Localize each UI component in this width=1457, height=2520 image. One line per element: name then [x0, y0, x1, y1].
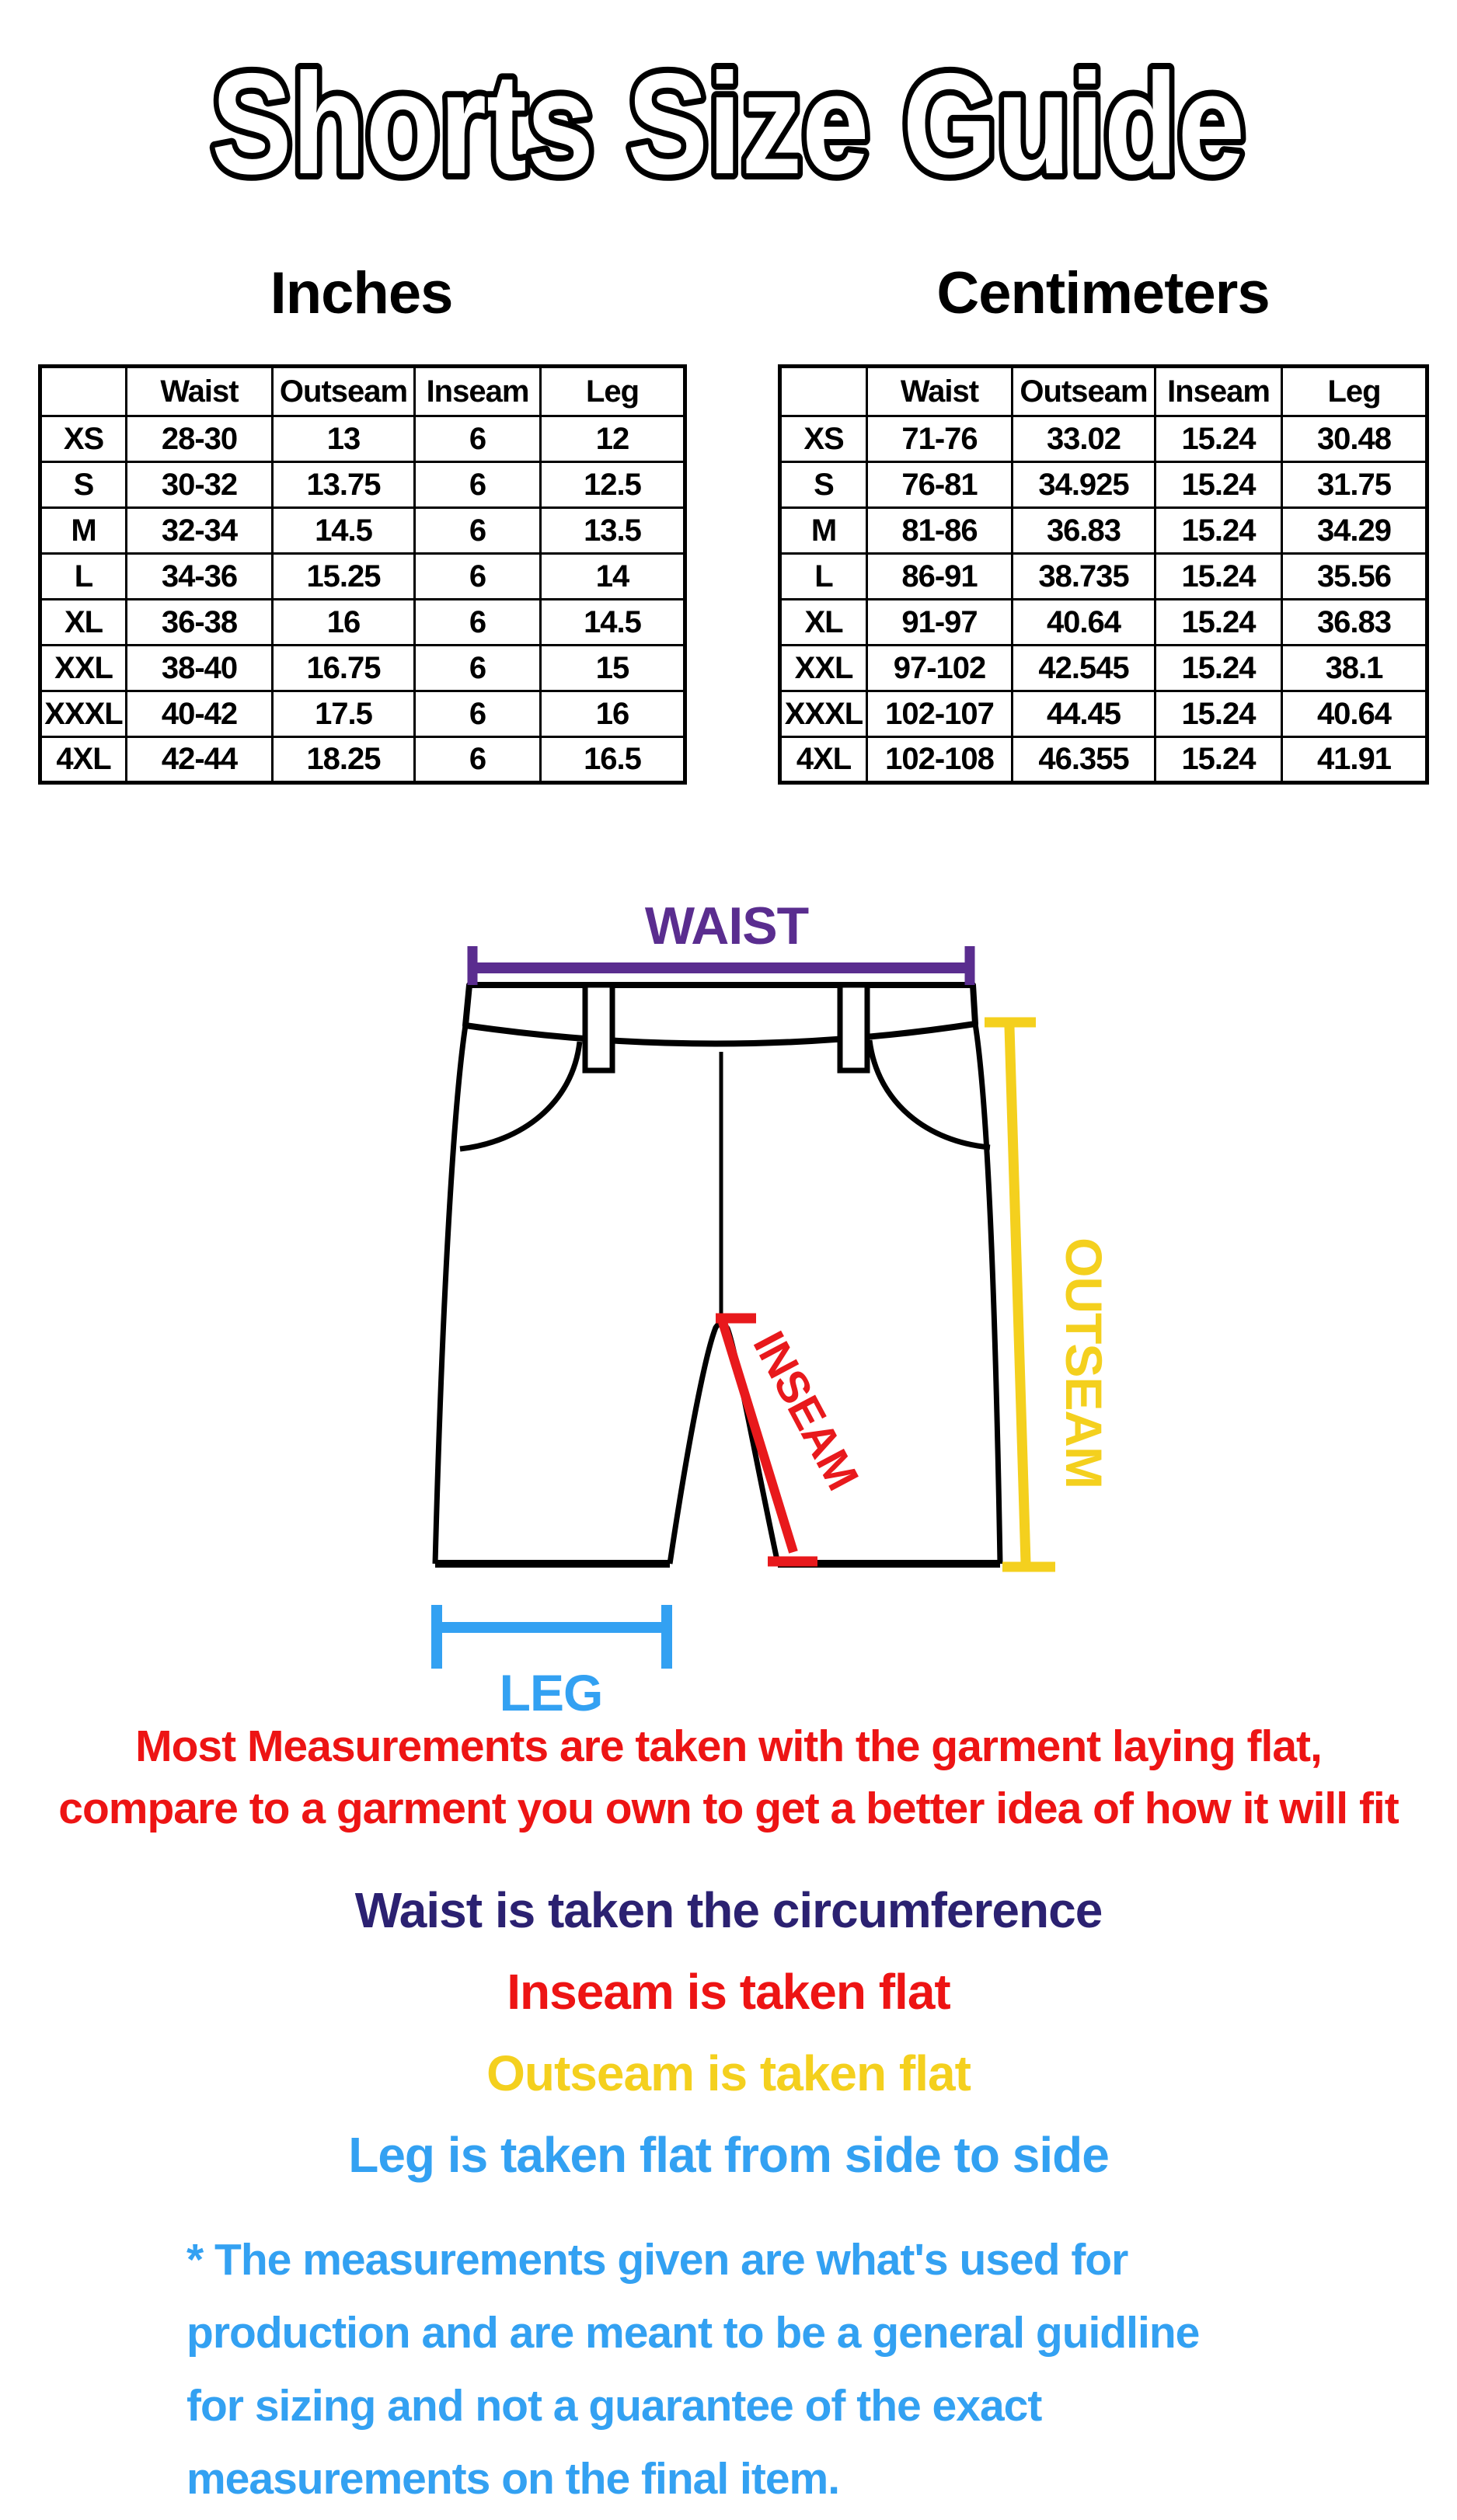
size-cell: 4XL [40, 737, 127, 783]
value-cell: 42.545 [1013, 646, 1155, 691]
value-cell: 38.735 [1013, 554, 1155, 600]
measurement-statement: Leg is taken flat from side to side [348, 2127, 1109, 2183]
size-cell: XXXL [780, 691, 867, 737]
flat-measurement-note [0, 1715, 1457, 1840]
shorts-right-pocket [870, 1040, 990, 1147]
size-cell: S [40, 462, 127, 508]
value-cell: 15.24 [1155, 462, 1282, 508]
value-cell: 14 [541, 554, 685, 600]
sizing-disclaimer [186, 2223, 1399, 2515]
size-cell: XL [40, 600, 127, 646]
value-cell: 34.925 [1013, 462, 1155, 508]
shorts-left-belt-loop [585, 985, 612, 1070]
text-line: Most Measurements are taken with the garment laying flat, [135, 1721, 1322, 1771]
value-cell: 15.24 [1155, 646, 1282, 691]
size-cell: M [40, 508, 127, 554]
measurement-statement: Waist is taken the circumference [354, 1882, 1103, 1938]
table-row [40, 416, 685, 462]
size-cell: M [780, 508, 867, 554]
size-cell: XL [780, 600, 867, 646]
value-cell: 32-34 [127, 508, 273, 554]
table-row [780, 691, 1427, 737]
table-row [40, 508, 685, 554]
value-cell: 15.24 [1155, 508, 1282, 554]
table-row [40, 554, 685, 600]
value-cell: 102-107 [867, 691, 1013, 737]
table-row [780, 737, 1427, 783]
waist-label: WAIST [644, 896, 809, 955]
value-cell: 40.64 [1282, 691, 1427, 737]
table-row [40, 691, 685, 737]
centimeters-table-heading: Centimeters [936, 260, 1270, 326]
value-cell: 40.64 [1013, 600, 1155, 646]
column-header: Outseam [1013, 367, 1155, 416]
value-cell: 13.5 [541, 508, 685, 554]
value-cell: 31.75 [1282, 462, 1427, 508]
inches-table-heading: Inches [270, 260, 453, 326]
value-cell: 28-30 [127, 416, 273, 462]
leg-label: LEG [499, 1664, 603, 1721]
size-cell: L [40, 554, 127, 600]
value-cell: 15.25 [273, 554, 415, 600]
shorts-waistband [465, 985, 975, 1044]
size-cell: 4XL [780, 737, 867, 783]
value-cell: 6 [415, 600, 541, 646]
centimeters-size-table [778, 364, 1429, 785]
value-cell: 16 [273, 600, 415, 646]
table-row [40, 646, 685, 691]
inches-size-table [38, 364, 687, 785]
shorts-left-pocket [460, 1042, 580, 1149]
size-cell: L [780, 554, 867, 600]
column-header: Inseam [1155, 367, 1282, 416]
column-header: Inseam [415, 367, 541, 416]
column-header: Leg [541, 367, 685, 416]
value-cell: 40-42 [127, 691, 273, 737]
value-cell: 15.24 [1155, 737, 1282, 783]
text-line: * The measurements given are what's used for [186, 2235, 1128, 2285]
value-cell: 15.24 [1155, 691, 1282, 737]
measurement-statement: Outseam is taken flat [486, 2045, 971, 2101]
value-cell: 36-38 [127, 600, 273, 646]
table-row [780, 462, 1427, 508]
table-row [780, 646, 1427, 691]
value-cell: 46.355 [1013, 737, 1155, 783]
table-row [40, 462, 685, 508]
value-cell: 14.5 [541, 600, 685, 646]
value-cell: 12 [541, 416, 685, 462]
outseam-measure-line [1009, 1027, 1026, 1563]
value-cell: 34.29 [1282, 508, 1427, 554]
value-cell: 15.24 [1155, 554, 1282, 600]
value-cell: 13.75 [273, 462, 415, 508]
measurement-statements [0, 1870, 1457, 2196]
value-cell: 16.5 [541, 737, 685, 783]
shorts-right-belt-loop [840, 985, 867, 1070]
size-cell: XXXL [40, 691, 127, 737]
size-cell: XXL [40, 646, 127, 691]
outseam-label: OUTSEAM [1055, 1237, 1113, 1488]
value-cell: 18.25 [273, 737, 415, 783]
text-line: production and are meant to be a general guidline [186, 2308, 1200, 2358]
value-cell: 71-76 [867, 416, 1013, 462]
value-cell: 15.24 [1155, 600, 1282, 646]
shorts-measurement-diagram [389, 870, 1150, 1740]
measurement-statement: Inseam is taken flat [507, 1964, 950, 2020]
value-cell: 86-91 [867, 554, 1013, 600]
value-cell: 30.48 [1282, 416, 1427, 462]
value-cell: 16.75 [273, 646, 415, 691]
value-cell: 13 [273, 416, 415, 462]
column-header: Outseam [273, 367, 415, 416]
value-cell: 6 [415, 737, 541, 783]
table-row [40, 600, 685, 646]
size-cell: XXL [780, 646, 867, 691]
column-header: Leg [1282, 367, 1427, 416]
value-cell: 97-102 [867, 646, 1013, 691]
page-title-graphic [0, 14, 1457, 208]
size-cell: XS [780, 416, 867, 462]
value-cell: 81-86 [867, 508, 1013, 554]
page-title: Shorts Size Guide [211, 44, 1245, 204]
size-cell: XS [40, 416, 127, 462]
table-row [780, 508, 1427, 554]
value-cell: 6 [415, 462, 541, 508]
text-line: compare to a garment you own to get a better idea of how it will fit [58, 1784, 1399, 1833]
value-cell: 36.83 [1013, 508, 1155, 554]
value-cell: 6 [415, 416, 541, 462]
table-row [780, 416, 1427, 462]
value-cell: 36.83 [1282, 600, 1427, 646]
value-cell: 38-40 [127, 646, 273, 691]
value-cell: 6 [415, 691, 541, 737]
value-cell: 91-97 [867, 600, 1013, 646]
inseam-label: INSEAM [743, 1323, 868, 1498]
value-cell: 6 [415, 554, 541, 600]
size-cell: S [780, 462, 867, 508]
shorts-right-side-seam [975, 1024, 1000, 1564]
shorts-left-side-seam [435, 1025, 465, 1564]
value-cell: 34-36 [127, 554, 273, 600]
table-row [780, 554, 1427, 600]
value-cell: 14.5 [273, 508, 415, 554]
value-cell: 30-32 [127, 462, 273, 508]
value-cell: 44.45 [1013, 691, 1155, 737]
table-row [40, 737, 685, 783]
value-cell: 33.02 [1013, 416, 1155, 462]
value-cell: 35.56 [1282, 554, 1427, 600]
value-cell: 16 [541, 691, 685, 737]
text-line: measurements on the final item. [186, 2454, 840, 2504]
value-cell: 38.1 [1282, 646, 1427, 691]
column-header: Waist [127, 367, 273, 416]
value-cell: 102-108 [867, 737, 1013, 783]
value-cell: 6 [415, 646, 541, 691]
column-header [40, 367, 127, 416]
value-cell: 76-81 [867, 462, 1013, 508]
table-row [780, 600, 1427, 646]
value-cell: 17.5 [273, 691, 415, 737]
column-header [780, 367, 867, 416]
value-cell: 6 [415, 508, 541, 554]
value-cell: 15 [541, 646, 685, 691]
value-cell: 42-44 [127, 737, 273, 783]
column-header: Waist [867, 367, 1013, 416]
value-cell: 12.5 [541, 462, 685, 508]
value-cell: 41.91 [1282, 737, 1427, 783]
value-cell: 15.24 [1155, 416, 1282, 462]
text-line: for sizing and not a guarantee of the exact [186, 2381, 1042, 2431]
